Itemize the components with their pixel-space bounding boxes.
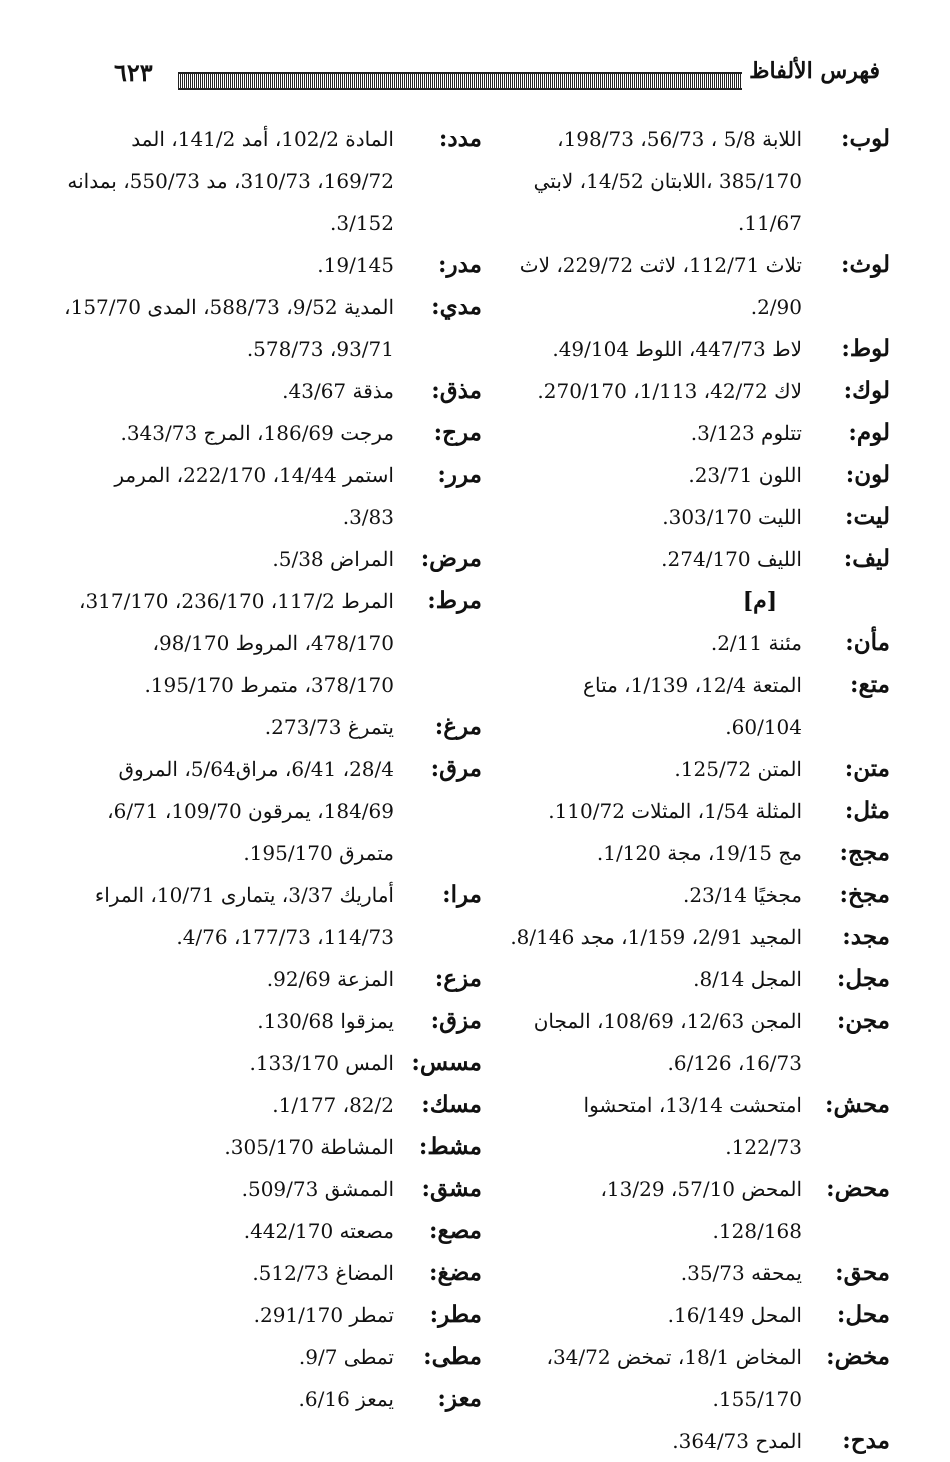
- index-entry: [62, 1126, 482, 1168]
- entry-references: تلاث 112/71، لاثت 229/72، لاث 2/90.: [519, 253, 802, 319]
- index-entry: [62, 874, 482, 958]
- entry-root: مجن:: [836, 1007, 890, 1034]
- index-entry: [510, 412, 890, 454]
- entry-root: مجد:: [842, 923, 890, 950]
- index-entry: [510, 118, 890, 244]
- entry-references: اللون 23/71.: [688, 463, 802, 487]
- entry-root: ليت:: [844, 503, 890, 530]
- entry-references: امتحشت 13/14، امتحشوا 122/73.: [583, 1093, 802, 1159]
- entry-references: المرط 117/2، 236/170، 317/170، 478/170، المروط 98/170، 378/170، متمرط 195/170.: [78, 589, 394, 697]
- entry-references: استمر 14/44، 222/170، المرمر 3/83.: [114, 463, 394, 529]
- index-entry: [510, 1336, 890, 1420]
- entry-references: يمعز 6/16.: [298, 1387, 394, 1411]
- entry-root: مأن:: [845, 629, 890, 656]
- entry-references: المحل 16/149.: [667, 1303, 802, 1327]
- entry-references: المضاغ 512/73.: [252, 1261, 394, 1285]
- index-entry: [510, 1420, 890, 1462]
- entry-root: لون:: [845, 461, 890, 488]
- entry-references: الممشق 509/73.: [241, 1177, 394, 1201]
- index-entry: [510, 454, 890, 496]
- entry-root: مصع:: [429, 1217, 482, 1244]
- index-entry: [510, 328, 890, 370]
- entry-references: 82/2، 1/177.: [272, 1093, 394, 1117]
- page-header: [100, 58, 880, 98]
- entry-root: محل:: [836, 1301, 890, 1328]
- entry-root: مرق:: [430, 755, 482, 782]
- entry-root: مدد:: [438, 125, 482, 152]
- entry-references: المادة 102/2، أمد 141/2، المد 169/72، 310/73، مد 550/73، بمدانه 3/152.: [67, 127, 394, 235]
- entry-references: يتمرغ 273/73.: [264, 715, 394, 739]
- entry-references: مرجت 186/69، المرج 343/73.: [120, 421, 394, 445]
- index-entry: [62, 580, 482, 706]
- index-column-left: [62, 118, 482, 1420]
- entry-root: لوث:: [840, 251, 890, 278]
- entry-root: مخض:: [826, 1343, 890, 1370]
- entry-references: المزعة 92/69.: [266, 967, 394, 991]
- index-entry: [62, 958, 482, 1000]
- index-entry: [510, 370, 890, 412]
- index-entry: [62, 286, 482, 370]
- index-entry: [62, 454, 482, 538]
- entry-root: مجخ:: [839, 881, 890, 908]
- entry-root: مزق:: [430, 1007, 482, 1034]
- index-entry: [510, 1168, 890, 1252]
- entry-root: محض:: [826, 1175, 890, 1202]
- index-entry: [510, 244, 890, 328]
- entry-root: لوك:: [843, 377, 890, 404]
- entry-root: مرا:: [442, 881, 482, 908]
- entry-root: مثل:: [844, 797, 890, 824]
- entry-references: المشاطة 305/170.: [224, 1135, 394, 1159]
- index-entry: [510, 958, 890, 1000]
- index-entry: [510, 874, 890, 916]
- entry-references: يمزقوا 130/68.: [257, 1009, 394, 1033]
- entry-references: المتن 125/72.: [674, 757, 802, 781]
- entry-references: المجل 8/14.: [693, 967, 802, 991]
- entry-root: مدح:: [842, 1427, 890, 1454]
- index-entry: [62, 244, 482, 286]
- index-entry: [510, 1000, 890, 1084]
- entry-root: مذق:: [431, 377, 482, 404]
- entry-references: مصعته 442/170.: [243, 1219, 394, 1243]
- index-entry: [510, 832, 890, 874]
- entry-root: مرر:: [437, 461, 482, 488]
- entry-root: ليف:: [843, 545, 890, 572]
- entry-references: أماريك 3/37، يتمارى 10/71، المراء 114/73، 177/73، 4/76.: [94, 883, 394, 949]
- entry-root: لوم:: [848, 419, 890, 446]
- entry-root: مشط:: [418, 1133, 482, 1160]
- index-entry: [62, 1168, 482, 1210]
- entry-root: مرج:: [433, 419, 482, 446]
- entry-root: مسك:: [421, 1091, 482, 1118]
- index-entry: [510, 916, 890, 958]
- entry-references: الليف 274/170.: [661, 547, 802, 571]
- index-entry: [62, 1378, 482, 1420]
- entry-root: لوب:: [840, 125, 890, 152]
- entry-root: مضغ:: [429, 1259, 482, 1286]
- index-entry: [510, 538, 890, 580]
- entry-root: مزع:: [434, 965, 482, 992]
- entry-references: مج 19/15، مجة 1/120.: [596, 841, 802, 865]
- entry-root: مرغ:: [434, 713, 482, 740]
- entry-root: مطى:: [423, 1343, 482, 1370]
- entry-references: المجيد 2/91، 1/159، مجد 8/146.: [510, 925, 802, 949]
- entry-root: مجج:: [839, 839, 890, 866]
- index-entry: [62, 370, 482, 412]
- entry-references: المتعة 12/4، 1/139، متاع 60/104.: [583, 673, 802, 739]
- entry-references: المجن 12/63، 108/69، المجان 16/73، 6/126.: [533, 1009, 802, 1075]
- index-entry: [510, 1252, 890, 1294]
- index-entry: [62, 1252, 482, 1294]
- entry-references: الليت 303/170.: [662, 505, 802, 529]
- entry-references: مئنة 2/11.: [710, 631, 802, 655]
- entry-root: مطر:: [429, 1301, 482, 1328]
- entry-root: مرض:: [420, 545, 482, 572]
- entry-references: المخاض 18/1، تمخض 34/72، 155/170.: [546, 1345, 802, 1411]
- index-entry: [62, 118, 482, 244]
- entry-references: المراض 5/38.: [272, 547, 394, 571]
- index-entry: [62, 706, 482, 748]
- entry-root: لوط:: [841, 335, 890, 362]
- index-entry: [510, 790, 890, 832]
- index-entry: [510, 1084, 890, 1168]
- entry-references: المدح 364/73.: [672, 1429, 802, 1453]
- entry-root: مشق:: [421, 1175, 482, 1202]
- entry-references: المحض 57/10، 13/29، 128/168.: [600, 1177, 802, 1243]
- index-entry: [510, 1294, 890, 1336]
- entry-root: معز:: [437, 1385, 482, 1412]
- entry-root: مجل:: [836, 965, 890, 992]
- index-entry: [510, 496, 890, 538]
- running-title: فهرس الألفاظ: [749, 58, 880, 84]
- entry-root: محق:: [835, 1259, 890, 1286]
- entry-references: لاط 447/73، اللوط 49/104.: [552, 337, 802, 361]
- entry-references: مذقة 43/67.: [282, 379, 394, 403]
- entry-references: مجخيًا 23/14.: [682, 883, 802, 907]
- entry-references: يمحقه 35/73.: [680, 1261, 802, 1285]
- index-entry: [62, 1000, 482, 1042]
- entry-references: 19/145.: [317, 253, 394, 277]
- index-entry: [62, 748, 482, 874]
- entry-root: محش:: [825, 1091, 890, 1118]
- entry-root: مرط:: [427, 587, 482, 614]
- letter-section-heading: [م]: [742, 588, 778, 614]
- index-entry: [62, 1042, 482, 1084]
- index-entry: [62, 1210, 482, 1252]
- index-entry: [62, 412, 482, 454]
- entry-root: مسس:: [411, 1049, 482, 1076]
- entry-references: اللابة 5/8 ، 56/73، 198/73، 385/170 ،اللابتان 14/52، لابتي 11/67.: [533, 127, 802, 235]
- entry-references: تمطر 291/170.: [253, 1303, 394, 1327]
- index-entry: [510, 748, 890, 790]
- entry-root: مدي:: [431, 293, 482, 320]
- index-entry: [62, 538, 482, 580]
- entry-root: متن:: [844, 755, 890, 782]
- entry-references: 28/4، 6/41، مراق5/64، المروق 184/69، يمرقون 109/70، 6/71، متمرق 195/170.: [107, 757, 394, 865]
- entry-references: المس 133/170.: [249, 1051, 394, 1075]
- index-entry: [62, 1084, 482, 1126]
- entry-references: المثلة 1/54، المثلات 110/72.: [548, 799, 802, 823]
- page-number: ٦٢٣: [114, 58, 153, 87]
- index-entry: [62, 1336, 482, 1378]
- index-entry: [62, 1294, 482, 1336]
- entry-references: تمطى 9/7.: [298, 1345, 394, 1369]
- entry-root: مدر:: [438, 251, 482, 278]
- index-entry: [510, 664, 890, 748]
- index-column-right: [510, 118, 890, 1462]
- entry-references: لاك 42/72، 1/113، 270/170.: [537, 379, 802, 403]
- entry-references: المدية 9/52، 588/73، المدى 157/70، 93/71، 578/73.: [64, 295, 394, 361]
- entry-references: تتلوم 3/123.: [690, 421, 802, 445]
- entry-root: متع:: [850, 671, 890, 698]
- index-entry: [510, 622, 890, 664]
- header-rule: [178, 72, 742, 90]
